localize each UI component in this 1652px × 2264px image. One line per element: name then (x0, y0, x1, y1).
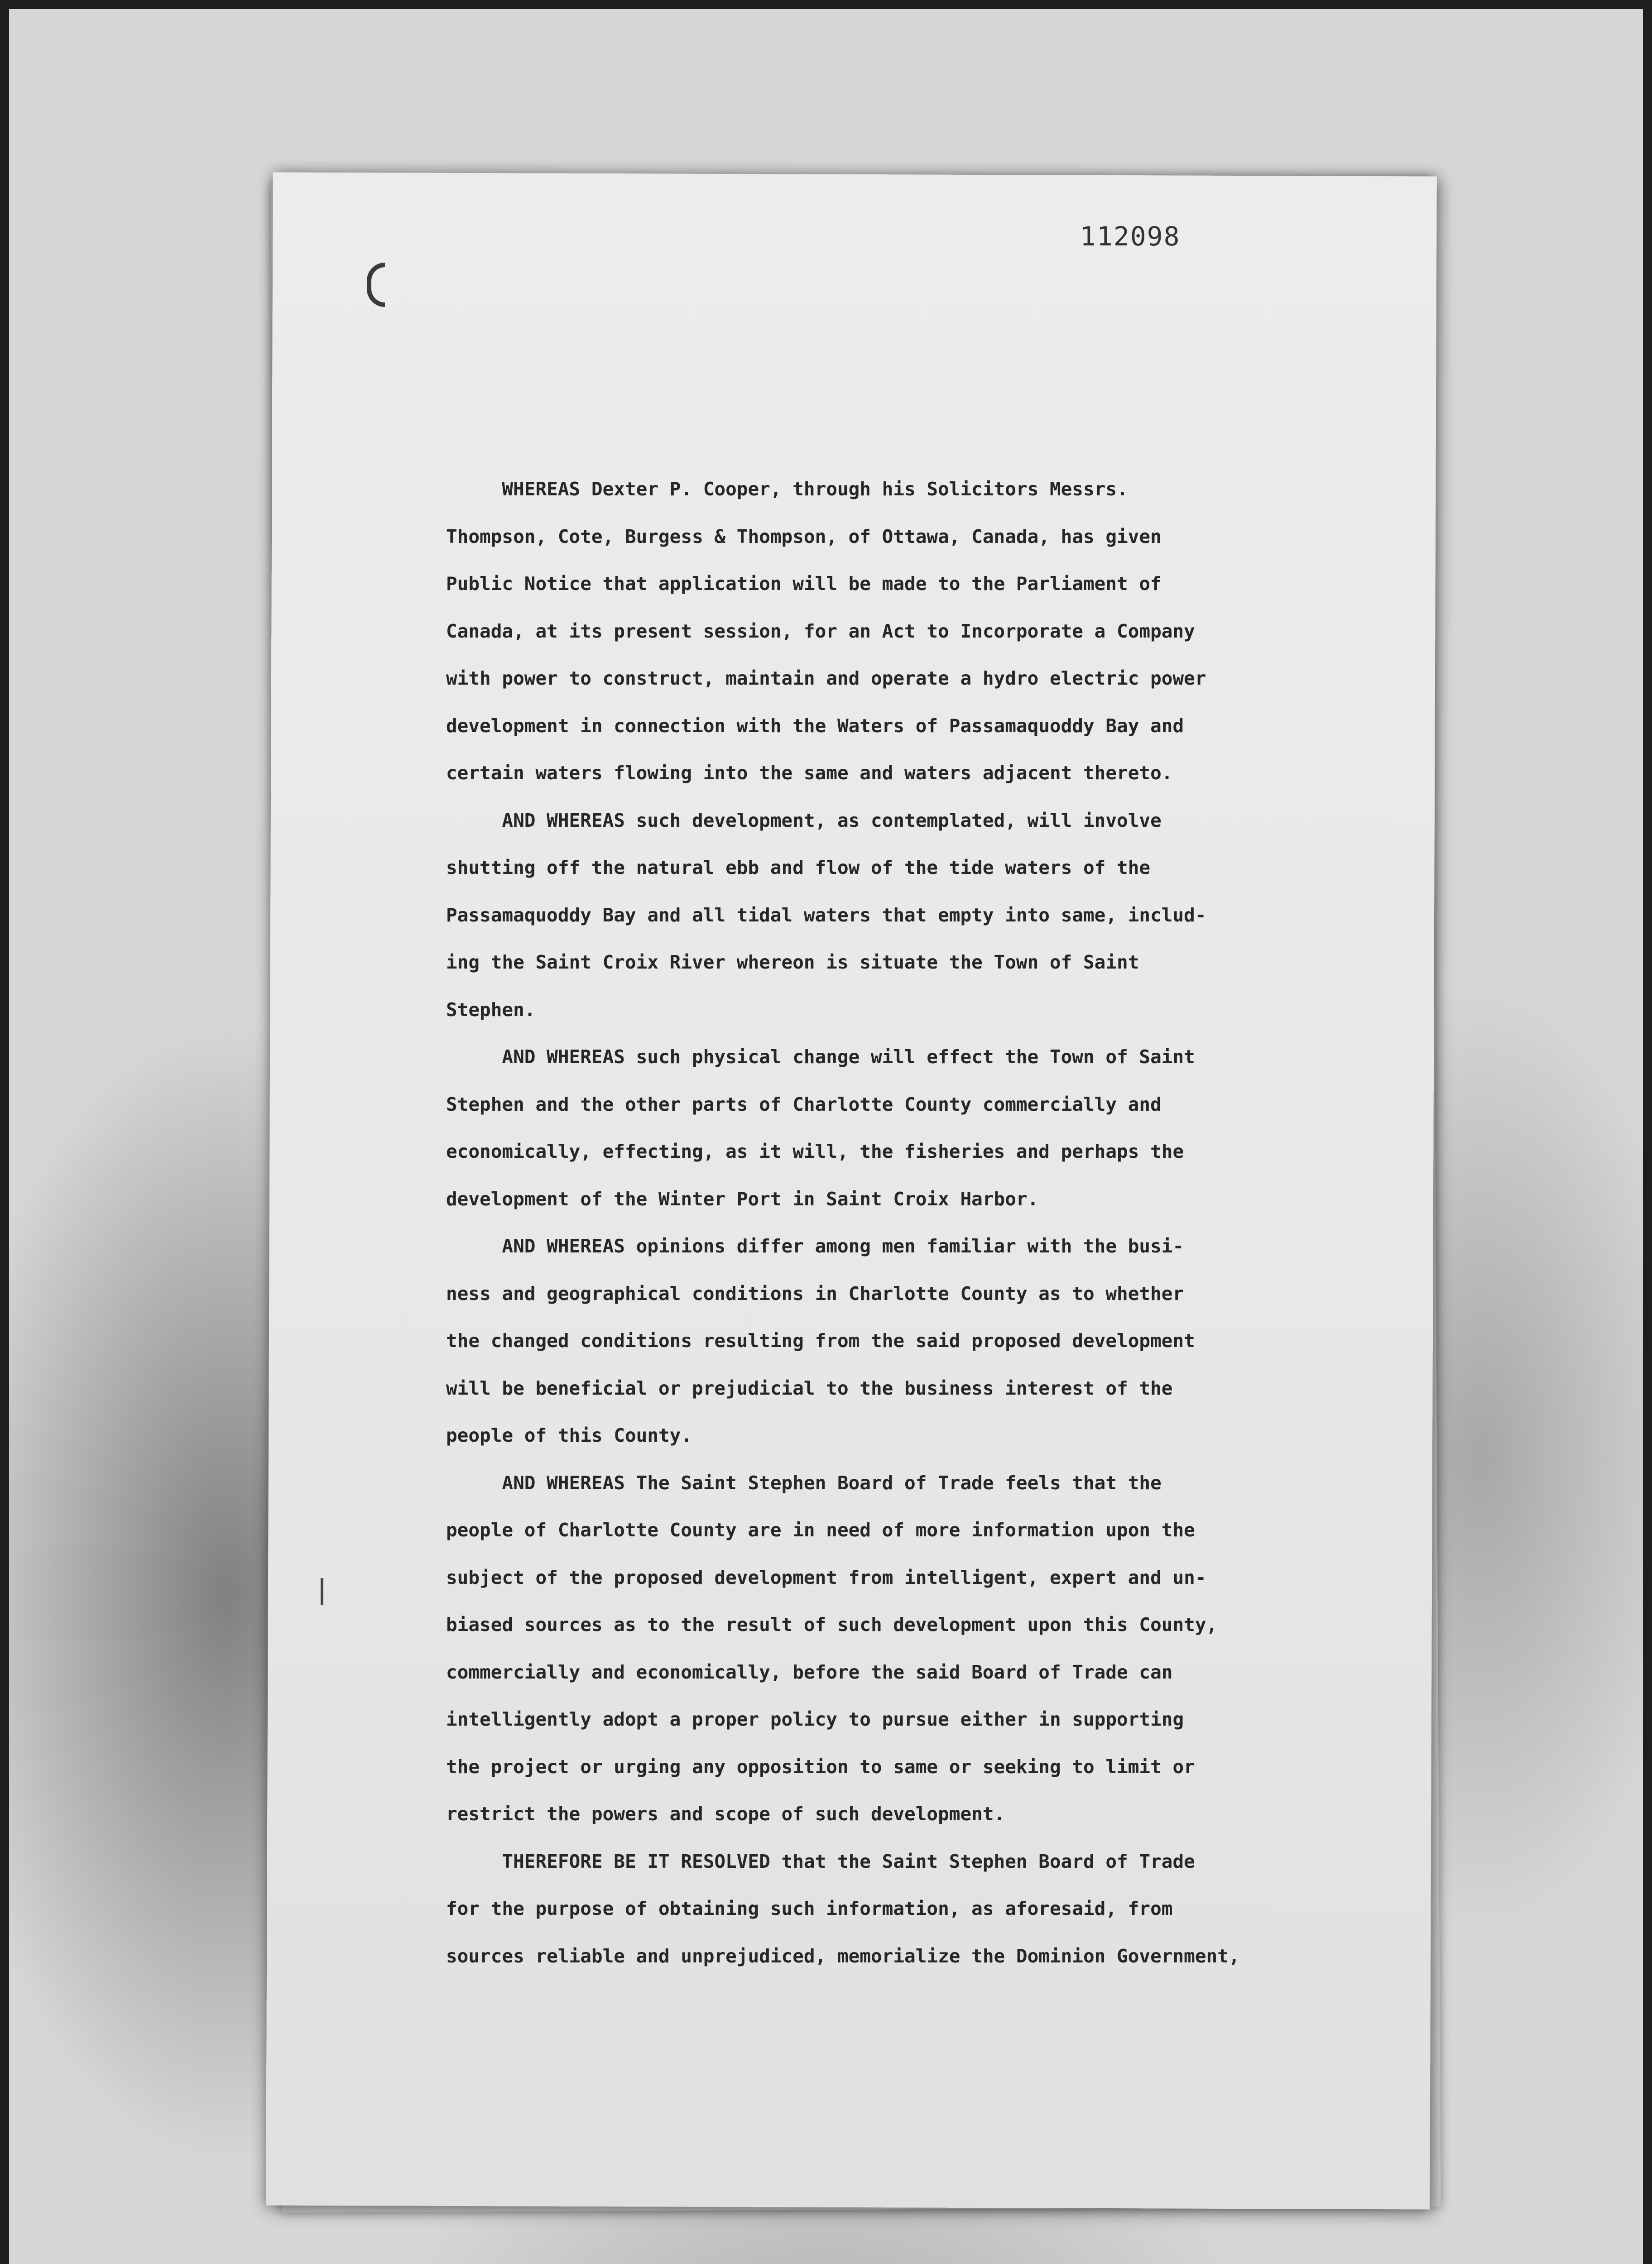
document-line: people of this County. (446, 1425, 692, 1446)
document-line: commercially and economically, before the said Board of Trade can (446, 1661, 1173, 1683)
document-line: ing the Saint Croix River whereon is situate the Town of Saint (446, 951, 1139, 973)
document-line: sources reliable and unprejudiced, memorialize the Dominion Government, (446, 1945, 1240, 1967)
document-line: AND WHEREAS such development, as contemplated, will involve (446, 809, 1162, 831)
document-line: WHEREAS Dexter P. Cooper, through his Solicitors Messrs. (446, 478, 1128, 500)
document-line: will be beneficial or prejudicial to the business interest of the (446, 1377, 1173, 1399)
document-line: Canada, at its present session, for an Act to Incorporate a Company (446, 620, 1195, 642)
document-body (446, 465, 1402, 1980)
document-line: development in connection with the Waters of Passamaquoddy Bay and (446, 715, 1184, 737)
document-line: Stephen and the other parts of Charlotte County commercially and (446, 1093, 1162, 1115)
document-line: ness and geographical conditions in Charlotte County as to whether (446, 1282, 1184, 1305)
document-line: AND WHEREAS such physical change will effect the Town of Saint (446, 1046, 1195, 1068)
document-line: restrict the powers and scope of such development. (446, 1803, 1005, 1825)
document-line: the project or urging any opposition to same or seeking to limit or (446, 1756, 1195, 1778)
document-line: for the purpose of obtaining such information, as aforesaid, from (446, 1898, 1173, 1919)
document-line: shutting off the natural ebb and flow of the tide waters of the (446, 857, 1151, 878)
document-line: people of Charlotte County are in need of more information upon the (446, 1519, 1195, 1541)
document-line: development of the Winter Port in Saint Croix Harbor. (446, 1188, 1039, 1210)
document-line: Stephen. (446, 998, 536, 1021)
document-line: the changed conditions resulting from the said proposed development (446, 1330, 1195, 1352)
document-line: Passamaquoddy Bay and all tidal waters that empty into same, includ- (446, 904, 1206, 926)
document-line: economically, effecting, as it will, the fisheries and perhaps the (446, 1141, 1184, 1162)
document-line: with power to construct, maintain and operate a hydro electric power (446, 667, 1206, 689)
side-tick-mark (321, 1578, 323, 1605)
document-number: 112098 (1080, 221, 1181, 252)
document-line: AND WHEREAS opinions differ among men familiar with the busi- (446, 1235, 1184, 1257)
microfilm-frame (9, 9, 1643, 2264)
document-line: THEREFORE BE IT RESOLVED that the Saint Stephen Board of Trade (446, 1850, 1195, 1872)
document-line: Public Notice that application will be made to the Parliament of (446, 573, 1162, 595)
document-line: Thompson, Cote, Burgess & Thompson, of Ottawa, Canada, has given (446, 525, 1162, 547)
document-line: certain waters flowing into the same and waters adjacent thereto. (446, 762, 1173, 784)
document-line: AND WHEREAS The Saint Stephen Board of Trade feels that the (446, 1472, 1162, 1494)
document-line: subject of the proposed development from intelligent, expert and un- (446, 1566, 1206, 1588)
document-line: biased sources as to the result of such development upon this County, (446, 1614, 1218, 1636)
document-line: intelligently adopt a proper policy to pursue either in supporting (446, 1708, 1184, 1730)
